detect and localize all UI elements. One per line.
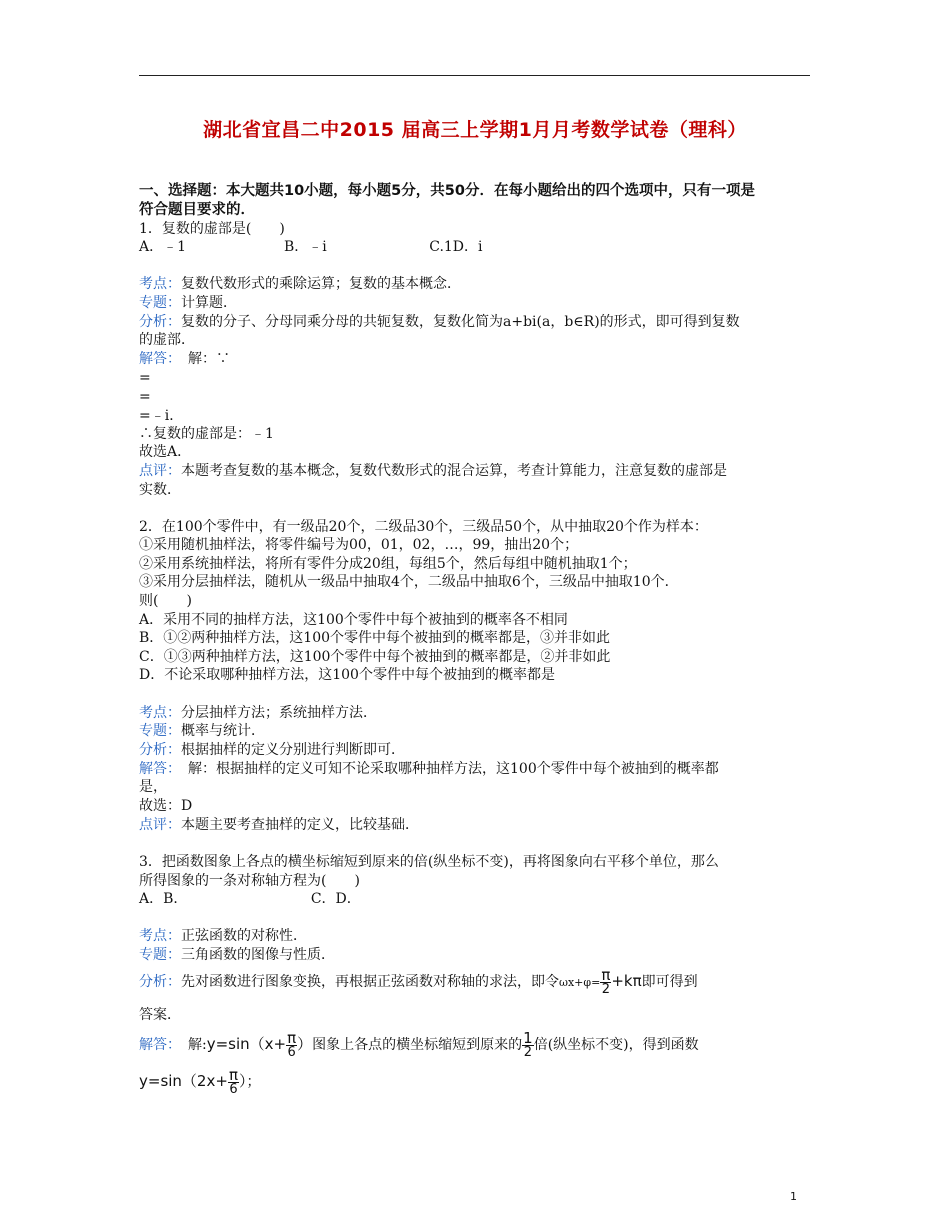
q2-stem-5: 则( ): [139, 593, 192, 609]
kaodian-label: 考点：: [139, 705, 181, 721]
fraction-denominator: 2: [523, 1044, 533, 1060]
q2-kaodian: [139, 704, 377, 722]
q2-zhuanti-text: 概率与统计．: [181, 723, 265, 739]
fenxi-label: 分析：: [139, 742, 181, 758]
dianping-label: 点评：: [139, 463, 181, 479]
q2-stem-1: 2．在100个零件中，有一级品20个，二级品30个，三级品50个，从中抽取20个作为样本：: [139, 519, 708, 535]
q3-kaodian-text: 正弦函数的对称性．: [181, 928, 307, 944]
q1-fenxi: [139, 313, 740, 331]
q1-stem: 1．复数的虚部是( ): [139, 221, 285, 237]
q2-jieda: [139, 760, 719, 778]
q3-zhuanti-text: 三角函数的图像与性质．: [181, 947, 335, 963]
fraction-denominator: 6: [229, 1081, 238, 1097]
page-title: 湖北省宜昌二中2015 届高三上学期1月月考数学试卷（理科）: [203, 119, 747, 141]
q1-zhuanti: [139, 294, 237, 312]
fraction-numerator: π: [601, 965, 611, 984]
q3-fenxi-formula: ωx+φ=: [559, 976, 601, 989]
kaodian-label: 考点：: [139, 276, 181, 292]
jieda-label: 解答：: [139, 1037, 174, 1053]
q1-options: A．﹣1 B．﹣i C.1D．i: [139, 239, 483, 255]
func-y-sin-2x: y=sin（2x+: [139, 1072, 228, 1090]
section-heading-line2: 符合题目要求的．: [139, 202, 255, 218]
jieda-label: 解答：: [139, 351, 174, 367]
q2-fenxi-text: 根据抽样的定义分别进行判断即可．: [181, 742, 405, 758]
page-number: 1: [790, 1190, 797, 1203]
q1-jieda-2: =: [139, 370, 151, 386]
q2-zhuanti: [139, 722, 265, 740]
q3-fenxi-2: 答案．: [139, 1007, 181, 1023]
q2-fenxi: [139, 741, 405, 759]
q2-option-b: B．①②两种抽样方法，这100个零件中每个被抽到的概率都是，③并非如此: [139, 630, 611, 646]
q1-jieda: [139, 350, 230, 368]
zhuanti-label: 专题：: [139, 947, 181, 963]
q1-jieda-6: 故选A．: [139, 444, 192, 460]
q2-stem-3: ②采用系统抽样法，将所有零件分成20组，每组5个，然后每组中随机抽取1个；: [139, 556, 637, 572]
q3-fenxi-tail: 即可得到: [641, 974, 698, 990]
q1-fenxi-text: 复数的分子、分母同乘分母的共轭复数，复数化简为a+bi(a，b∈R)的形式，即可得到复数: [181, 314, 740, 330]
section-heading-line1: 一、选择题：本大题共10小题，每小题5分，共50分．在每小题给出的四个选项中，只有一项是: [139, 183, 755, 199]
close-paren: ）: [238, 1072, 247, 1090]
q3-jieda-2: [139, 1062, 260, 1101]
fraction-denominator: 6: [287, 1044, 296, 1060]
fenxi-label: 分析：: [139, 314, 181, 330]
kaodian-label: 考点：: [139, 928, 181, 944]
header-rule: [139, 75, 810, 76]
zhuanti-label: 专题：: [139, 723, 181, 739]
q2-jieda-text: 解：根据抽样的定义可知不论采取哪种抽样方法，这100个零件中每个被抽到的概率都: [174, 761, 719, 777]
q1-jieda-5: ∴复数的虚部是：﹣1: [139, 426, 274, 442]
plus-k-pi: +kπ: [611, 972, 642, 990]
q1-fenxi-2: 的虚部．: [139, 332, 195, 348]
q1-dianping-2: 实数．: [139, 482, 181, 498]
q2-option-a: A．采用不同的抽样方法，这100个零件中每个被抽到的概率各不相同: [139, 612, 568, 628]
jieda-label: 解答：: [139, 761, 174, 777]
q1-jieda-text: 解：∵: [174, 351, 230, 367]
q3-fenxi: [139, 962, 698, 1002]
q2-kaodian-text: 分层抽样方法；系统抽样方法．: [181, 705, 377, 721]
close-paren: ）: [297, 1035, 313, 1053]
q3-jieda-post: 倍(纵坐标不变)，得到函数: [533, 1037, 699, 1053]
semicolon: ；: [246, 1074, 261, 1090]
q3-fenxi-text: 先对函数进行图象变换，再根据正弦函数对称轴的求法，即令: [181, 974, 559, 990]
one-half-fraction: [522, 1028, 534, 1060]
q2-stem-2: ①采用随机抽样法，将零件编号为00，01，02，…，99，抽出20个；: [139, 537, 579, 553]
fraction-denominator: 2: [601, 981, 610, 997]
q3-jieda: [139, 1025, 699, 1064]
q2-stem-4: ③采用分层抽样法，随机从一级品中抽取4个，二级品中抽取6个，三级品中抽取10个．: [139, 574, 679, 590]
fraction-numerator: π: [287, 1028, 297, 1047]
q2-dianping: [139, 816, 419, 834]
dianping-label: 点评：: [139, 817, 181, 833]
q1-jieda-3: =: [139, 389, 151, 405]
q3-options: A．B． C．D．: [139, 891, 361, 907]
q2-option-d: D．不论采取哪种抽样方法，这100个零件中每个被抽到的概率都是: [139, 667, 555, 683]
pi-over-2-fraction: [600, 965, 611, 997]
q1-jieda-4: =﹣i．: [139, 408, 184, 424]
q1-kaodian: [139, 275, 461, 293]
q3-stem-1: 3．把函数图象上各点的横坐标缩短到原来的倍(纵坐标不变)，再将图象向右平移个单位，那么: [139, 854, 719, 870]
fraction-numerator: π: [228, 1065, 238, 1084]
q1-kaodian-text: 复数代数形式的乘除运算；复数的基本概念．: [181, 276, 461, 292]
q1-zhuanti-text: 计算题．: [181, 295, 237, 311]
q2-jieda-3: 故选：D: [139, 798, 193, 814]
q2-jieda-2: 是，: [139, 779, 167, 795]
q3-jieda-mid: 图象上各点的横坐标缩短到原来的: [312, 1037, 523, 1053]
q2-option-c: C．①③两种抽样方法，这100个零件中每个被抽到的概率都是，②并非如此: [139, 649, 611, 665]
q2-dianping-text: 本题主要考查抽样的定义，比较基础．: [181, 817, 419, 833]
pi-over-6-fraction: [228, 1065, 239, 1097]
q3-stem-2: 所得图象的一条对称轴方程为( ): [139, 873, 360, 889]
q1-dianping-text: 本题考查复数的基本概念，复数代数形式的混合运算，考查计算能力，注意复数的虚部是: [181, 463, 727, 479]
fenxi-label: 分析：: [139, 974, 181, 990]
q1-dianping: [139, 462, 727, 480]
q3-jieda-text: 解:: [174, 1037, 207, 1053]
q3-kaodian: [139, 927, 307, 945]
fraction-numerator: 1: [523, 1028, 533, 1047]
func-y-sin: y=sin（x+: [206, 1035, 287, 1053]
zhuanti-label: 专题：: [139, 295, 181, 311]
pi-over-6-fraction: [286, 1028, 297, 1060]
